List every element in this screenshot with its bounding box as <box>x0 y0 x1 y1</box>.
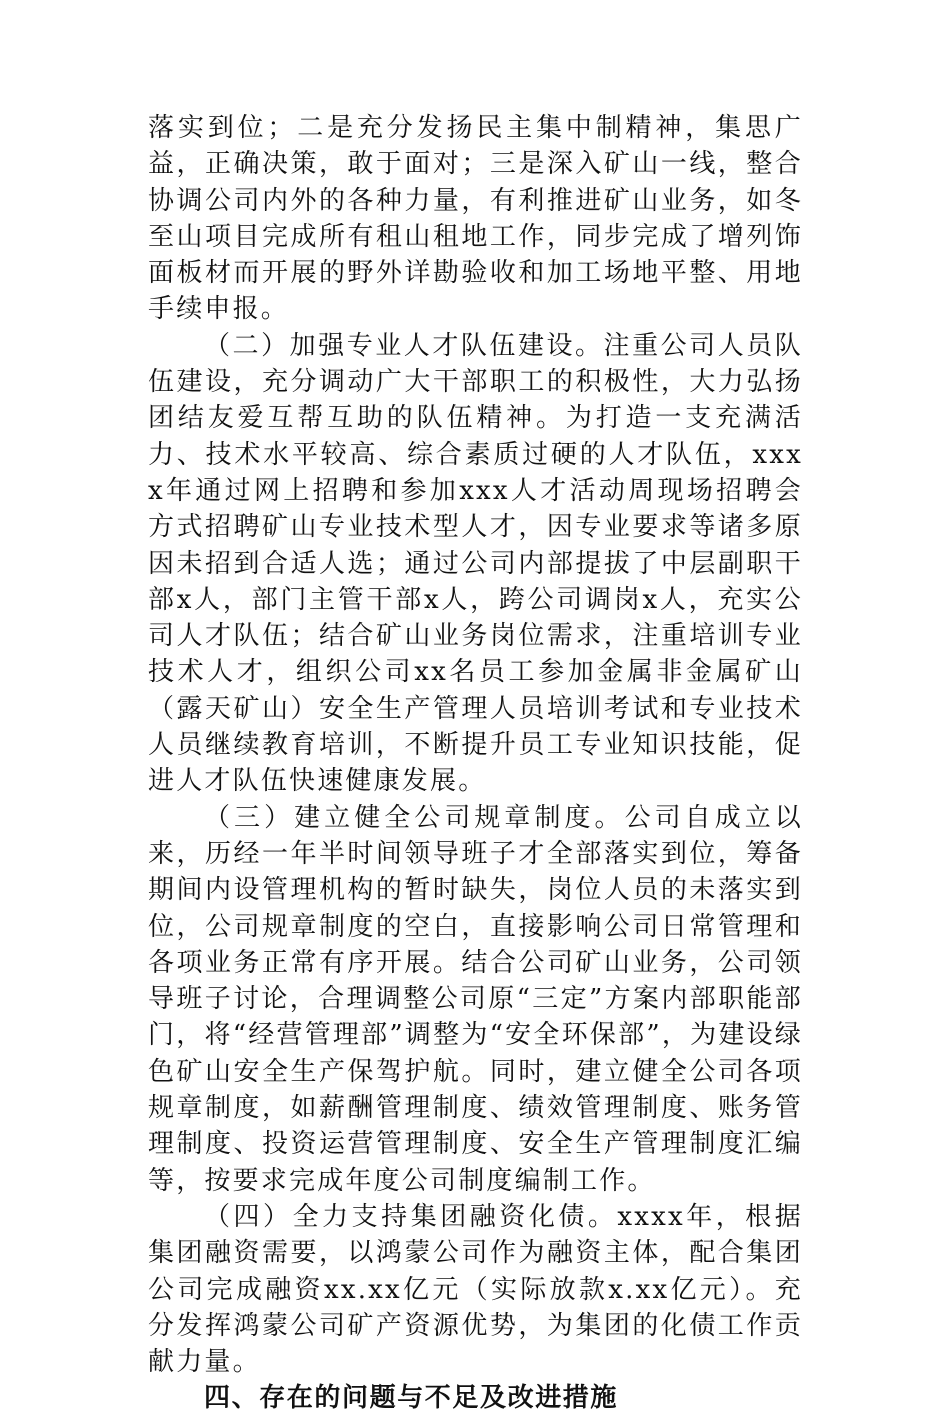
paragraph-talent-team: （二）加强专业人才队伍建设。注重公司人员队伍建设，充分调动广大干部职工的积极性，大力弘扬团结友爱互帮互助的队伍精神。为打造一支充满活力、技术水平较高、综合素质过硬的人才队伍，xxxx年通过网上招聘和参加xxx人才活动周现场招聘会方式招聘矿山专业技术型人才，因专业要求等诸多原因未招到合适人选；通过公司内部提拔了中层副职干部x人，部门主管干部x人，跨公司调岗x人，充实公司人才队伍；结合矿山业务岗位需求，注重培训专业技术人才，组织公司xx名员工参加金属非金属矿山（露天矿山）安全生产管理人员培训考试和专业技术人员继续教育培训，不断提升员工专业知识技能，促进人才队伍快速健康发展。 <box>148 330 803 797</box>
section-heading: 四、存在的问题与不足及改进措施 <box>204 1383 619 1414</box>
document-body <box>148 110 803 1417</box>
paragraph-continuation: 落实到位；二是充分发扬民主集中制精神，集思广益，正确决策，敢于面对；三是深入矿山一线，整合协调公司内外的各种力量，有利推进矿山业务，如冬至山项目完成所有租山租地工作，同步完成了增列饰面板材而开展的野外详勘验收和加工场地平整、用地手续申报。 <box>148 113 803 325</box>
paragraph-rules-system: （三）建立健全公司规章制度。公司自成立以来，历经一年半时间领导班子才全部落实到位，筹备期间内设管理机构的暂时缺失，岗位人员的未落实到位，公司规章制度的空白，直接影响公司日常管理和各项业务正常有序开展。结合公司矿山业务，公司领导班子讨论，合理调整公司原“三定”方案内部职能部门，将“经营管理部”调整为“安全环保部”，为建设绿色矿山安全生产保驾护航。同时，建立健全公司各项规章制度，如薪酬管理制度、绩效管理制度、账务管理制度、投资运营管理制度、安全生产管理制度汇编等，按要求完成年度公司制度编制工作。 <box>148 802 803 1196</box>
paragraph-financing: （四）全力支持集团融资化债。xxxx年，根据集团融资需要，以鸿蒙公司作为融资主体，配合集团公司完成融资xx.xx亿元（实际放款x.xx亿元）。充分发挥鸿蒙公司矿产资源优势，为集团的化债工作贡献力量。 <box>148 1201 803 1378</box>
